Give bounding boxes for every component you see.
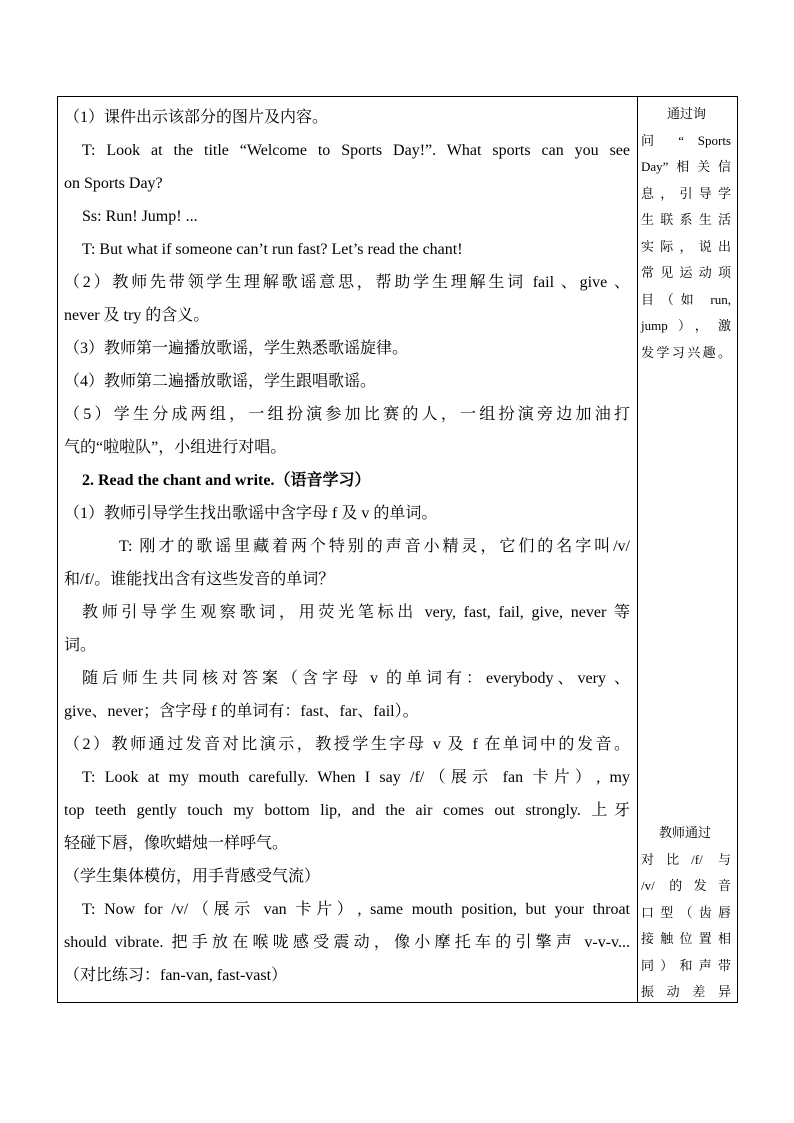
text-line-22: top teeth gently touch my bottom lip, and the air comes out strongly. 上牙: [64, 802, 630, 819]
design-intent-note-1: [641, 101, 731, 366]
text-line-20: （2）教师通过发音对比演示，教授学生字母 v 及 f 在单词中的发音。: [64, 736, 630, 753]
note-line: 通过询: [667, 106, 707, 121]
note-line: 接触位置相: [641, 931, 731, 946]
column-divider: [637, 97, 638, 1002]
note-line: 教师通过: [659, 825, 712, 840]
note-line: /v/ 的发音: [641, 878, 731, 893]
text-line-26: should vibrate. 把手放在喉咙感受震动，像小摩托车的引擎声 v-v-v...: [64, 934, 630, 951]
text-line-14: T: 刚才的歌谣里藏着两个特别的声音小精灵，它们的名字叫/v/: [119, 538, 630, 555]
section-heading: 2. Read the chant and write.（语音学习）: [82, 472, 371, 489]
note-line: 实际，说出: [641, 238, 731, 254]
note-line: 问 “ Sports: [641, 132, 731, 148]
text-line-3: on Sports Day?: [64, 175, 163, 192]
note-line: 发学习兴趣。: [641, 344, 731, 360]
text-line-21: T: Look at my mouth carefully. When I say /f/（展示 fan 卡片）, my: [82, 769, 630, 786]
note-line: 生联系生活: [641, 212, 731, 227]
text-line-4: Ss: Run! Jump! ...: [82, 208, 198, 225]
note-line: 常见运动项: [641, 265, 731, 280]
note-line: 对比/f/ 与: [641, 851, 731, 867]
text-line-23: 轻碰下唇，像吹蜡烛一样呼气。: [64, 835, 289, 852]
text-line-7: never 及 try 的含义。: [64, 307, 210, 324]
text-line-17: 词。: [64, 637, 97, 654]
text-line-6: （2）教师先带领学生理解歌谣意思，帮助学生理解生词 fail 、give 、: [64, 274, 630, 291]
text-line-13: （1）教师引导学生找出歌谣中含字母 f 及 v 的单词。: [64, 505, 438, 522]
lesson-plan-table: [57, 96, 738, 1003]
design-intent-note-2: [641, 820, 731, 1006]
note-line: Day”相关信: [641, 159, 731, 174]
text-line-18: 随后师生共同核对答案（含字母 v 的单词有：everybody、very 、: [82, 670, 630, 687]
note-line: 口型（齿唇: [641, 904, 731, 920]
text-line-15: 和/f/。谁能找出含有这些发音的单词？: [64, 571, 335, 588]
text-line-24: （学生集体模仿，用手背感受气流）: [64, 868, 321, 885]
text-line-25: T: Now for /v/（展示 van 卡片）, same mouth position, but your throat: [82, 901, 630, 918]
text-line-1: （1）课件出示该部分的图片及内容。: [64, 109, 329, 126]
note-line: 息，引导学: [641, 185, 731, 201]
text-line-10: （5）学生分成两组，一组扮演参加比赛的人，一组扮演旁边加油打: [64, 406, 630, 423]
note-line: 目（如 run,: [641, 291, 731, 307]
text-line-19: give、never；含字母 f 的单词有：fast、far、fail）。: [64, 703, 419, 720]
note-line: 振动差异: [641, 984, 731, 999]
text-line-11: 气的“啦啦队”，小组进行对唱。: [64, 439, 287, 456]
text-line-9: （4）教师第二遍播放歌谣，学生跟唱歌谣。: [64, 373, 377, 390]
text-line-2: T: Look at the title “Welcome to Sports Day!”. What sports can you see: [82, 142, 630, 159]
text-line-16: 教师引导学生观察歌词，用荧光笔标出 very, fast, fail, give, never 等: [82, 604, 630, 621]
text-line-27: （对比练习：fan-van, fast-vast）: [64, 967, 288, 984]
note-line: jump），激: [641, 318, 731, 333]
teaching-process-cell: [64, 101, 630, 992]
note-line: 同）和声带: [641, 957, 731, 973]
text-line-5: T: But what if someone can’t run fast? Let’s read the chant!: [82, 241, 463, 258]
text-line-8: （3）教师第一遍播放歌谣，学生熟悉歌谣旋律。: [64, 340, 409, 357]
